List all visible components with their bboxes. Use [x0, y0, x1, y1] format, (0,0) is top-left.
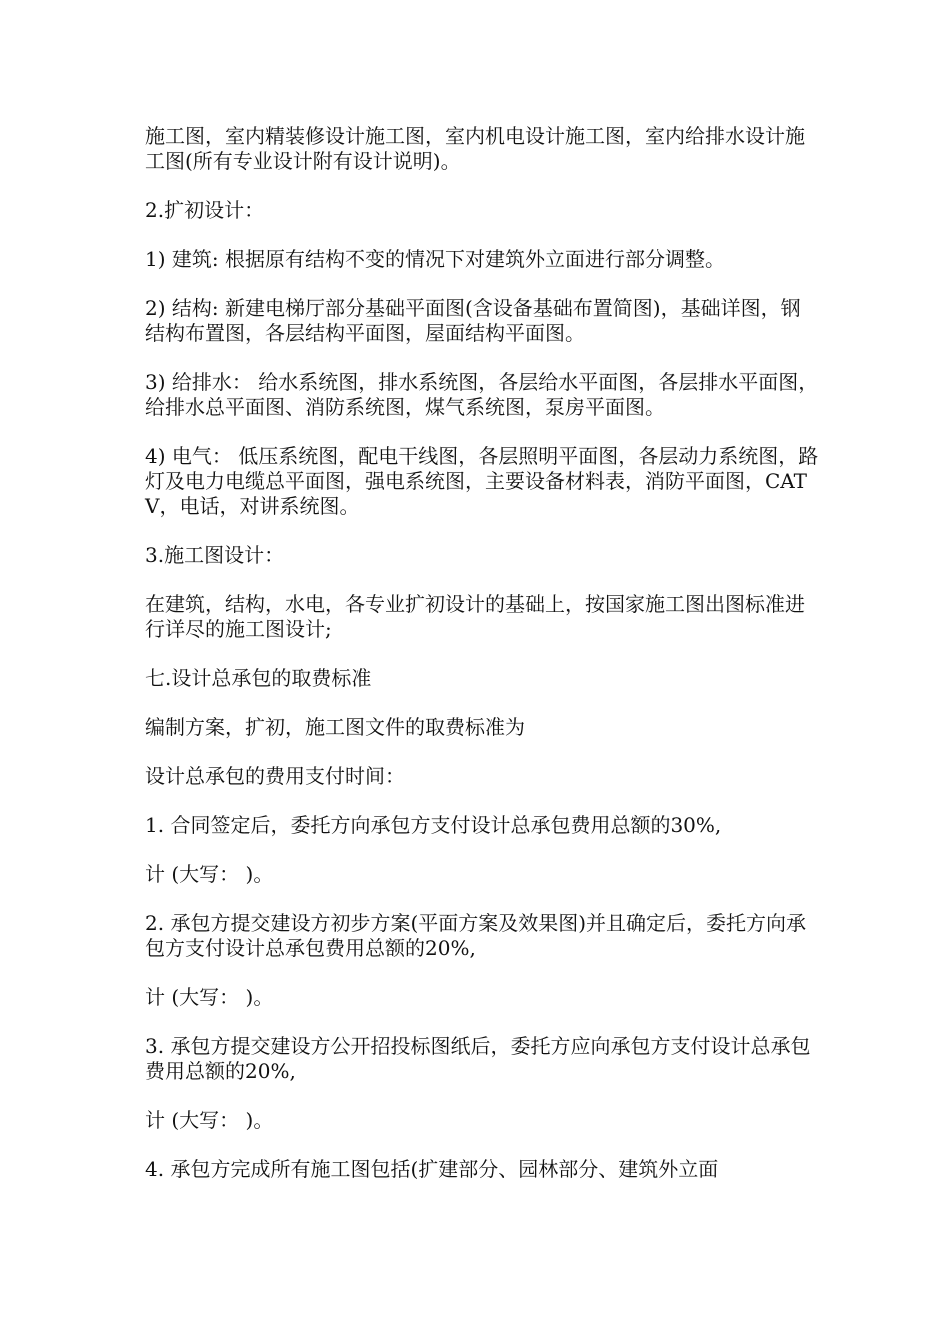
- payment-item-4: 4. 承包方完成所有施工图包括(扩建部分、园林部分、建筑外立面: [145, 1157, 719, 1181]
- heading-preliminary-design: 2.扩初设计：: [145, 198, 265, 222]
- payment-amount-2: 计 (大写： )。: [145, 985, 274, 1009]
- payment-item-3: 3. 承包方提交建设方公开招投标图纸后，委托方应向承包方支付设计总承包费用总额的20%,: [145, 1034, 811, 1083]
- heading-construction-drawings: 3.施工图设计：: [145, 543, 285, 567]
- paragraph-payment-schedule: 设计总承包的费用支付时间：: [145, 764, 405, 788]
- payment-item-1: 1. 合同签定后，委托方向承包方支付设计总承包费用总额的30%,: [145, 813, 722, 837]
- paragraph-architecture: 1) 建筑: 根据原有结构不变的情况下对建筑外立面进行部分调整。: [145, 247, 725, 271]
- document-body: [145, 124, 820, 1206]
- payment-item-2: 2. 承包方提交建设方初步方案(平面方案及效果图)并且确定后，委托方向承包方支付设计总承包费用总额的20%,: [145, 911, 807, 960]
- paragraph-plumbing: 3) 给排水： 给水系统图，排水系统图，各层给水平面图，各层排水平面图，给排水总平面图、消防系统图，煤气系统图，泵房平面图。: [145, 370, 819, 419]
- payment-amount-3: 计 (大写： )。: [145, 1108, 274, 1132]
- paragraph-electrical: 4) 电气： 低压系统图，配电干线图，各层照明平面图，各层动力系统图，路灯及电力电缆总平面图，强电系统图，主要设备材料表，消防平面图，CATV，电话，对讲系统图。: [145, 444, 819, 518]
- heading-fee-standard: 七.设计总承包的取费标准: [145, 666, 372, 690]
- payment-amount-1: 计 (大写： )。: [145, 862, 274, 886]
- paragraph-fee-standard: 编制方案，扩初，施工图文件的取费标准为: [145, 715, 525, 739]
- paragraph-structure: 2) 结构: 新建电梯厅部分基础平面图(含设备基础布置简图)，基础详图，钢结构布置图，各层结构平面图，屋面结构平面图。: [145, 296, 801, 345]
- paragraph-drawings-list: 施工图，室内精装修设计施工图，室内机电设计施工图，室内给排水设计施工图(所有专业设计附有设计说明)。: [145, 124, 805, 173]
- paragraph-construction-drawings: 在建筑，结构，水电，各专业扩初设计的基础上，按国家施工图出图标准进行详尽的施工图设计;: [145, 592, 805, 641]
